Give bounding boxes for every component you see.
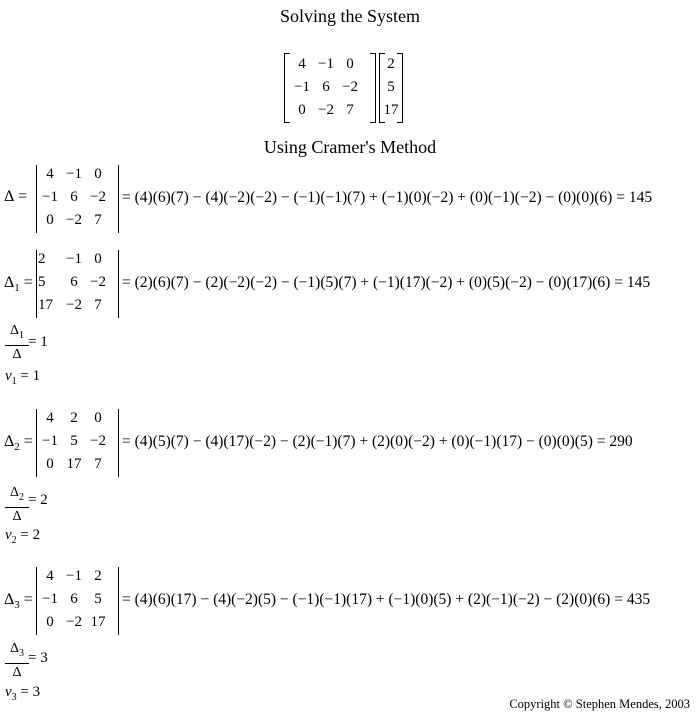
ratio-value: = 1 [28, 334, 48, 350]
matrix-cell: 0 [94, 410, 102, 426]
matrix-cell: 0 [46, 456, 54, 472]
page-title: Solving the System [279, 6, 420, 26]
determinant-expansion: = (4)(6)(7) − (4)(−2)(−2) − (−1)(−1)(7) + (−1)(0)(−2) + (0)(−1)(−2) − (0)(0)(6) = 145 [122, 189, 653, 206]
determinant-matrix [38, 165, 110, 230]
ratio-value: = 3 [28, 650, 48, 666]
matrix-cell: −2 [66, 297, 82, 313]
determinant-expansion: = (4)(6)(17) − (4)(−2)(5) − (−1)(−1)(17) + (−1)(0)(5) + (2)(−1)(−2) − (2)(0)(6) = 435 [122, 591, 651, 608]
matrix-cell: −2 [66, 212, 82, 228]
matrix-cell: 0 [298, 102, 306, 118]
matrix-cell: 6 [70, 274, 78, 290]
matrix-cell: 5 [70, 433, 78, 449]
matrix-cell: 6 [322, 79, 330, 95]
matrix-cell: −2 [318, 102, 334, 118]
matrix-cell: 4 [46, 166, 54, 182]
matrix-cell: 17 [90, 614, 106, 630]
determinant-label: Δ = [4, 188, 28, 205]
ratio-value: = 2 [28, 492, 48, 508]
ratio-fraction: $\Delta_1$ Δ [3, 323, 31, 363]
ratio-fraction: $\Delta_2$ Δ [3, 485, 31, 525]
matrix-cell: 0 [46, 614, 54, 630]
determinant-matrix [38, 250, 110, 315]
matrix-cell: 7 [94, 212, 102, 228]
matrix-cell: −1 [318, 56, 334, 72]
matrix-cell: −1 [42, 433, 58, 449]
matrix-cell: 0 [346, 56, 354, 72]
matrix-cell: 7 [346, 102, 354, 118]
vector-cell: 2 [387, 56, 395, 72]
matrix-cell: −1 [66, 568, 82, 584]
matrix-cell: 0 [94, 166, 102, 182]
determinant-label: $\Delta_3$ = [4, 591, 33, 612]
matrix-cell: 6 [70, 189, 78, 205]
matrix-cell: 5 [94, 591, 102, 607]
matrix-cell: 4 [46, 410, 54, 426]
matrix-cell: −1 [294, 79, 310, 95]
matrix-cell: 4 [298, 56, 306, 72]
vector-cell: 17 [383, 102, 399, 118]
matrix-cell: 0 [46, 212, 54, 228]
matrix-cell: −2 [66, 614, 82, 630]
matrix-cell: 7 [94, 456, 102, 472]
matrix-cell: 6 [70, 591, 78, 607]
matrix-cell: 2 [94, 568, 102, 584]
determinant-matrix [38, 409, 110, 474]
matrix-cell: −1 [42, 591, 58, 607]
determinant-label: $\Delta_1$ = [4, 274, 33, 295]
matrix-cell: 0 [94, 251, 102, 267]
matrix-cell: 5 [38, 274, 46, 290]
vector-cell: 5 [387, 79, 395, 95]
matrix-cell: −1 [42, 189, 58, 205]
matrix-cell: −2 [90, 189, 106, 205]
matrix-cell: −2 [90, 274, 106, 290]
matrix-cell: −1 [66, 166, 82, 182]
coefficient-matrix [284, 53, 376, 123]
matrix-cell: 2 [70, 410, 78, 426]
method-heading: Using Cramer's Method [263, 137, 437, 157]
constants-vector [379, 53, 403, 123]
variable-result: $v_1 = 1$ [5, 368, 41, 387]
matrix-cell: −1 [66, 251, 82, 267]
matrix-cell: 4 [46, 568, 54, 584]
determinant-label: $\Delta_2$ = [4, 433, 33, 454]
copyright-notice: Copyright © Stephen Mendes, 2003 [509, 697, 690, 711]
determinant-matrix [38, 567, 110, 632]
variable-result: $v_3 = 3$ [5, 684, 41, 703]
matrix-cell: −2 [90, 433, 106, 449]
matrix-cell: 7 [94, 297, 102, 313]
matrix-cell: 17 [38, 297, 53, 313]
ratio-fraction: $\Delta_3$ Δ [3, 641, 31, 681]
matrix-cell: −2 [342, 79, 358, 95]
matrix-cell: 2 [38, 251, 46, 267]
determinant-expansion: = (2)(6)(7) − (2)(−2)(−2) − (−1)(5)(7) + (−1)(17)(−2) + (0)(5)(−2) − (0)(17)(6) = 145 [122, 274, 651, 291]
determinant-expansion: = (4)(5)(7) − (4)(17)(−2) − (2)(−1)(7) + (2)(0)(−2) + (0)(−1)(17) − (0)(0)(5) = 290 [122, 433, 633, 450]
variable-result: $v_2 = 2$ [5, 527, 41, 546]
matrix-cell: 17 [66, 456, 82, 472]
